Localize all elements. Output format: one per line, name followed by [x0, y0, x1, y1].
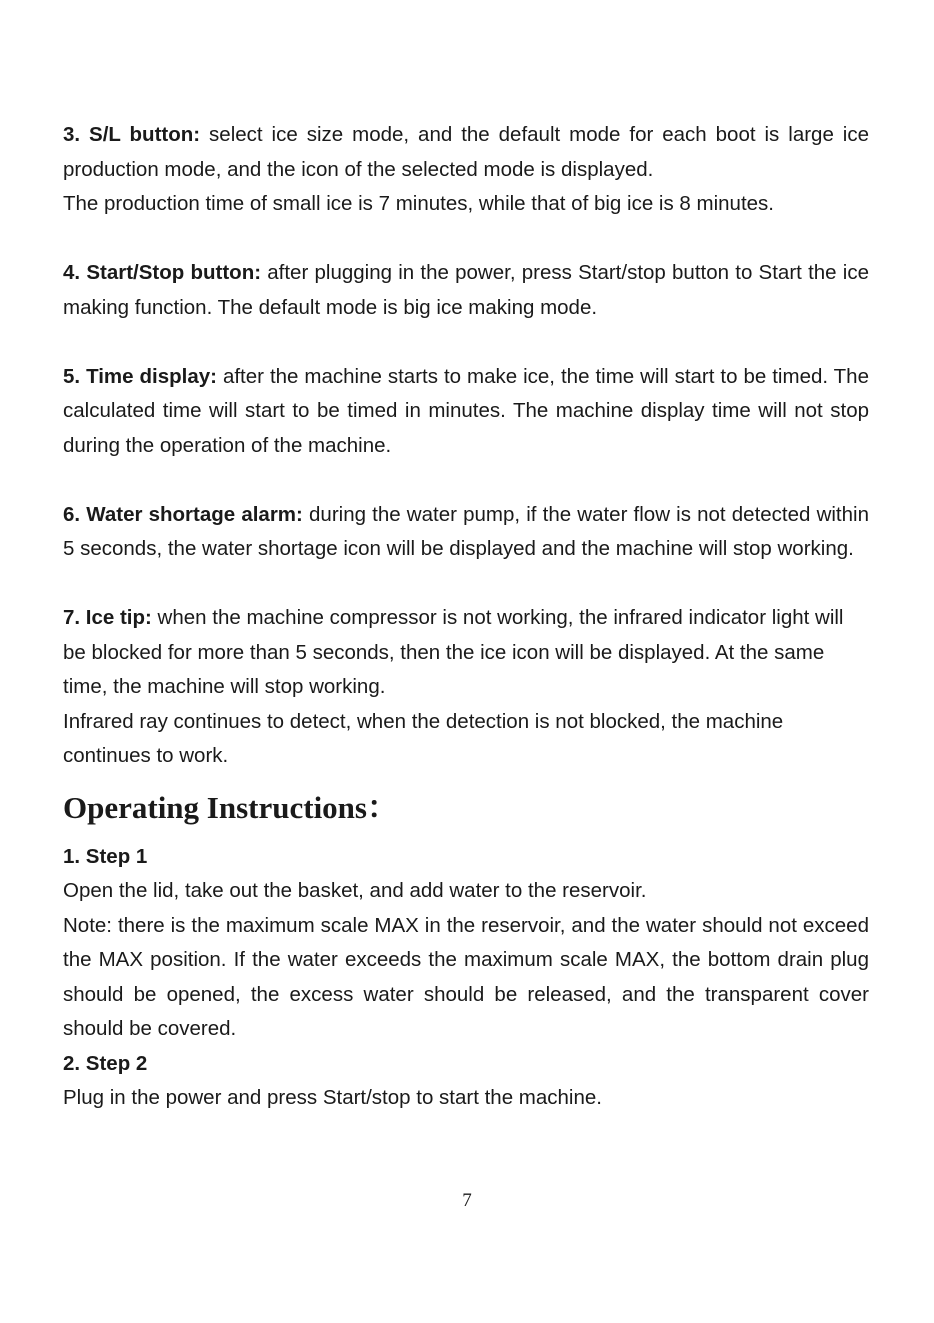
section-ice-tip — [63, 601, 869, 774]
section-text: after plugging in the power, press Start/stop button to Start the ice making function. The default mode is big ice making mode. — [63, 261, 869, 319]
section-label: 6. Water shortage alarm: — [63, 502, 303, 526]
section-text: when the machine compressor is not working, the infrared indicator light will be blocked for more than 5 seconds, then the ice icon will be displayed. At the same time, the machine will stop working. — [63, 606, 844, 698]
step-1 — [63, 840, 869, 1047]
section-label: 4. Start/Stop button: — [63, 261, 262, 284]
section-text: during the water pump, if the water flow is not detected within 5 seconds, the water shortage icon will be displayed and the machine will stop working. — [63, 502, 869, 560]
section-time-display — [63, 360, 869, 464]
step-title: 2. Step 2 — [63, 1051, 148, 1075]
section-label: 5. Time display: — [63, 364, 217, 388]
section-start-stop-button — [63, 256, 869, 325]
step-title: 1. Step 1 — [63, 844, 148, 868]
section-extra: Infrared ray continues to detect, when the detection is not blocked, the machine continues to work. — [63, 709, 784, 767]
section-extra: The production time of small ice is 7 minutes, while that of big ice is 8 minutes. — [63, 192, 774, 215]
page-number: 7 — [462, 1190, 472, 1211]
step-line: Plug in the power and press Start/stop to start the machine. — [63, 1086, 602, 1109]
section-text: select ice size mode, and the default mode for each boot is large ice production mode, and the icon of the selected mode is displayed. — [63, 123, 870, 181]
section-water-shortage-alarm — [63, 498, 869, 567]
section-label: 7. Ice tip: — [63, 606, 152, 629]
section-label: 3. S/L button: — [63, 123, 201, 146]
step-line: Note: there is the maximum scale MAX in the reservoir, and the water should not exceed the MAX position. If the water exceeds the maximum scale MAX, the bottom drain plug should be opened, the excess water should be released, and the transparent cover should be covered. — [63, 913, 869, 1040]
section-sl-button — [63, 118, 869, 222]
section-text: after the machine starts to make ice, the time will start to be timed. The calculated time will start to be timed in minutes. The machine display time will not stop during the operation of the machine. — [63, 364, 869, 457]
step-line: Open the lid, take out the basket, and add water to the reservoir. — [63, 879, 647, 902]
manual-page — [63, 118, 869, 1116]
operating-instructions-heading: Operating Instructions： — [63, 789, 398, 825]
step-2 — [63, 1047, 869, 1116]
